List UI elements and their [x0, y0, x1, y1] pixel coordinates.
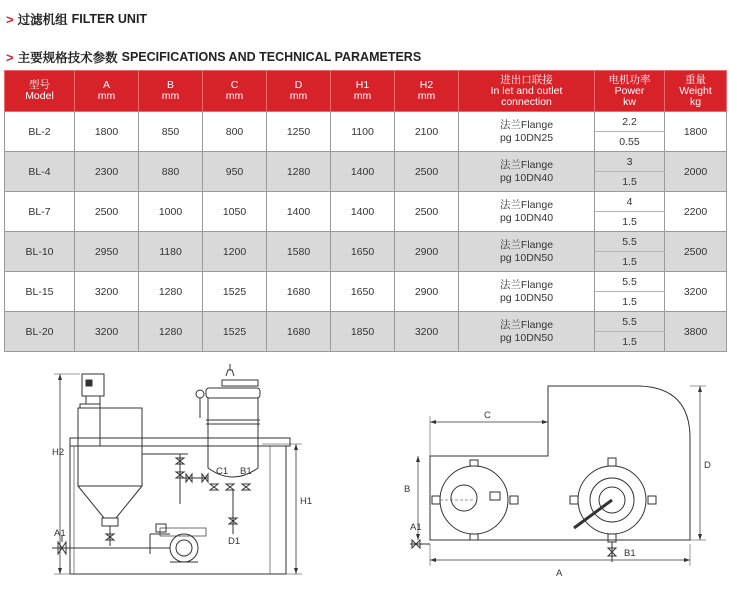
- cell-power-aux: 1.5: [595, 332, 665, 352]
- cell-d: 1250: [267, 112, 331, 152]
- cell-h1: 1850: [331, 312, 395, 352]
- cell-b: 850: [139, 112, 203, 152]
- table-row: [5, 112, 727, 132]
- table-row: [5, 152, 727, 172]
- cell-h1: 1650: [331, 232, 395, 272]
- cell-h1: 1650: [331, 272, 395, 312]
- label-d1: D1: [228, 536, 241, 547]
- cell-h1: 1400: [331, 192, 395, 232]
- label-b: B: [404, 484, 411, 495]
- cell-power-main: 5.5: [595, 272, 665, 292]
- table-row: [5, 312, 727, 332]
- column-header-c: C mm: [203, 71, 267, 112]
- cell-power-main: 5.5: [595, 312, 665, 332]
- cell-c: 950: [203, 152, 267, 192]
- table-row: [5, 192, 727, 212]
- cell-c: 1525: [203, 312, 267, 352]
- heading-zh: 过滤机组: [17, 13, 68, 27]
- cell-a: 3200: [75, 272, 139, 312]
- table-header-row: [5, 71, 727, 112]
- cell-h2: 3200: [395, 312, 459, 352]
- cell-power-aux: 1.5: [595, 172, 665, 192]
- technical-drawing: [0, 358, 730, 592]
- label-c1: C1: [216, 466, 229, 477]
- section-heading-specifications: [6, 48, 421, 66]
- cell-a: 2500: [75, 192, 139, 232]
- cell-c: 1525: [203, 272, 267, 312]
- cell-h2: 2500: [395, 192, 459, 232]
- cell-a: 1800: [75, 112, 139, 152]
- cell-connection: 法兰Flange pg 10DN40: [459, 152, 595, 192]
- plan-labels: [404, 410, 711, 579]
- cell-model: BL-2: [5, 112, 75, 152]
- cell-connection: 法兰Flange pg 10DN50: [459, 232, 595, 272]
- cell-power-aux: 1.5: [595, 252, 665, 272]
- cell-connection: 法兰Flange pg 10DN50: [459, 312, 595, 352]
- cell-h1: 1100: [331, 112, 395, 152]
- cell-power-main: 4: [595, 192, 665, 212]
- cell-model: BL-20: [5, 312, 75, 352]
- cell-h1: 1400: [331, 152, 395, 192]
- label-a: A: [556, 568, 563, 579]
- cell-h2: 2100: [395, 112, 459, 152]
- label-d: D: [704, 460, 711, 471]
- heading-en: FILTER UNIT: [71, 12, 148, 26]
- cell-d: 1580: [267, 232, 331, 272]
- cell-power-aux: 0.55: [595, 132, 665, 152]
- cell-power-main: 2.2: [595, 112, 665, 132]
- cell-c: 1050: [203, 192, 267, 232]
- cell-connection: 法兰Flange pg 10DN40: [459, 192, 595, 232]
- chevron-right-icon: >: [6, 49, 14, 65]
- cell-power-main: 5.5: [595, 232, 665, 252]
- label-c: C: [484, 410, 491, 421]
- elevation-view: [52, 364, 302, 574]
- cell-power-main: 3: [595, 152, 665, 172]
- label-a1-plan: A1: [410, 522, 422, 533]
- heading-zh: 主要规格技术参数: [17, 51, 118, 65]
- heading-en: SPECIFICATIONS AND TECHNICAL PARAMETERS: [121, 50, 422, 64]
- cell-model: BL-7: [5, 192, 75, 232]
- column-header-power: 电机功率 Power kw: [595, 71, 665, 112]
- specifications-table: [4, 70, 727, 352]
- column-header-a: A mm: [75, 71, 139, 112]
- cell-d: 1400: [267, 192, 331, 232]
- label-a1: A1: [54, 528, 66, 539]
- plan-view: [410, 386, 706, 566]
- column-header-weight: 重量 Weight kg: [665, 71, 727, 112]
- cell-model: BL-4: [5, 152, 75, 192]
- column-header-b: B mm: [139, 71, 203, 112]
- label-b1-plan: B1: [624, 548, 636, 559]
- cell-d: 1280: [267, 152, 331, 192]
- cell-h2: 2900: [395, 232, 459, 272]
- cell-weight: 3800: [665, 312, 727, 352]
- cell-model: BL-10: [5, 232, 75, 272]
- column-header-model: 型号 Model: [5, 71, 75, 112]
- column-header-connection: 进出口联接 In let and outlet connection: [459, 71, 595, 112]
- cell-c: 1200: [203, 232, 267, 272]
- cell-d: 1680: [267, 272, 331, 312]
- cell-connection: 法兰Flange pg 10DN50: [459, 272, 595, 312]
- cell-weight: 2500: [665, 232, 727, 272]
- cell-b: 1180: [139, 232, 203, 272]
- cell-weight: 3200: [665, 272, 727, 312]
- column-header-h1: H1 mm: [331, 71, 395, 112]
- cell-b: 1000: [139, 192, 203, 232]
- cell-a: 2300: [75, 152, 139, 192]
- cell-model: BL-15: [5, 272, 75, 312]
- cell-weight: 2200: [665, 192, 727, 232]
- label-h1: H1: [300, 496, 313, 507]
- cell-power-aux: 1.5: [595, 292, 665, 312]
- column-header-h2: H2 mm: [395, 71, 459, 112]
- chevron-right-icon: >: [6, 11, 14, 27]
- cell-c: 800: [203, 112, 267, 152]
- cell-weight: 1800: [665, 112, 727, 152]
- cell-a: 2950: [75, 232, 139, 272]
- cell-connection: 法兰Flange pg 10DN25: [459, 112, 595, 152]
- cell-d: 1680: [267, 312, 331, 352]
- table-row: [5, 272, 727, 292]
- cell-b: 1280: [139, 272, 203, 312]
- table-row: [5, 232, 727, 252]
- cell-b: 880: [139, 152, 203, 192]
- section-heading-filter-unit: [6, 10, 147, 28]
- label-b1: B1: [240, 466, 252, 477]
- cell-a: 3200: [75, 312, 139, 352]
- column-header-d: D mm: [267, 71, 331, 112]
- cell-h2: 2900: [395, 272, 459, 312]
- cell-weight: 2000: [665, 152, 727, 192]
- cell-h2: 2500: [395, 152, 459, 192]
- label-h2: H2: [52, 447, 65, 458]
- cell-b: 1280: [139, 312, 203, 352]
- cell-power-aux: 1.5: [595, 212, 665, 232]
